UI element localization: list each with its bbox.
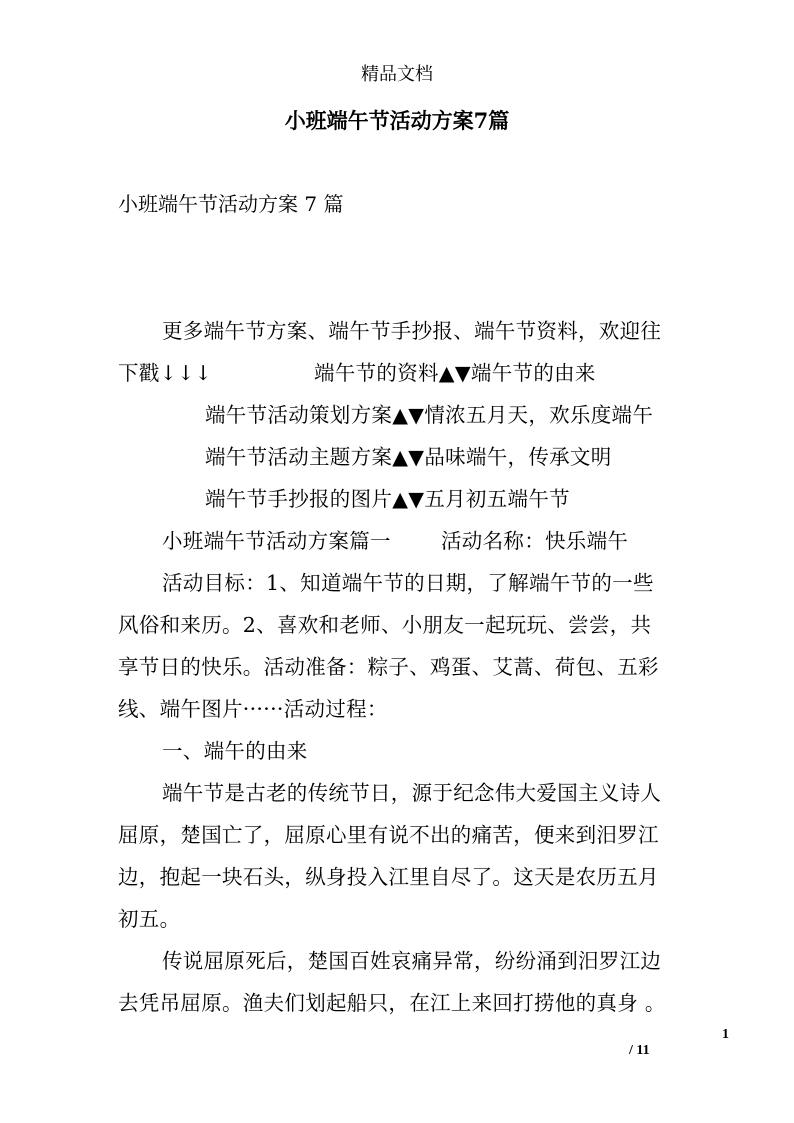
paragraph-line: 初五。 — [118, 907, 181, 931]
paragraph-line: 屈原，楚国亡了，屈原心里有说不出的痛苦，便来到汨罗江 — [118, 823, 659, 847]
section-heading: 小班端午节活动方案篇一 — [162, 529, 391, 553]
paragraph-line: 传说屈原死后，楚国百姓哀痛异常，纷纷涌到汨罗江边 — [162, 949, 662, 973]
page-number: 1 — [722, 1027, 729, 1042]
paragraph-line: 风俗和来历。2、喜欢和老师、小朋友一起玩玩、尝尝，共 — [118, 613, 652, 637]
document-title: 小班端午节活动方案7篇 — [284, 108, 510, 133]
page-total: / 11 — [629, 1043, 650, 1058]
paragraph-line: 活动目标：1、知道端午节的日期，了解端午节的一些 — [162, 571, 654, 595]
paragraph-line: 下戳↓↓↓ — [118, 361, 213, 385]
document-subtitle: 小班端午节活动方案 7 篇 — [118, 192, 344, 216]
paragraph-line: 更多端午节方案、端午节手抄报、端午节资料，欢迎往 — [162, 319, 662, 343]
paragraph-line: 活动名称：快乐端午 — [441, 529, 629, 553]
section-heading: 一、端午的由来 — [162, 739, 308, 763]
paragraph-line: 享节日的快乐。活动准备：粽子、鸡蛋、艾蒿、荷包、五彩 — [118, 655, 659, 679]
link-line: 端午节活动主题方案▲▼品味端午，传承文明 — [205, 445, 612, 469]
document-header: 精品文档 — [361, 64, 433, 85]
paragraph-line: 去凭吊屈原。渔夫们划起船只，在江上来回打捞他的真身 。 — [118, 991, 666, 1015]
paragraph-line: 边，抱起一块石头，纵身投入江里自尽了。这天是农历五月 — [118, 865, 659, 889]
paragraph-line: 线、端午图片······活动过程： — [118, 697, 388, 721]
link-line: 端午节手抄报的图片▲▼五月初五端午节 — [205, 487, 570, 511]
link-line: 端午节活动策划方案▲▼情浓五月天，欢乐度端午 — [205, 403, 654, 427]
link-line: 端午节的资料▲▼端午节的由来 — [314, 361, 596, 385]
paragraph-line: 端午节是古老的传统节日，源于纪念伟大爱国主义诗人 — [162, 781, 662, 805]
